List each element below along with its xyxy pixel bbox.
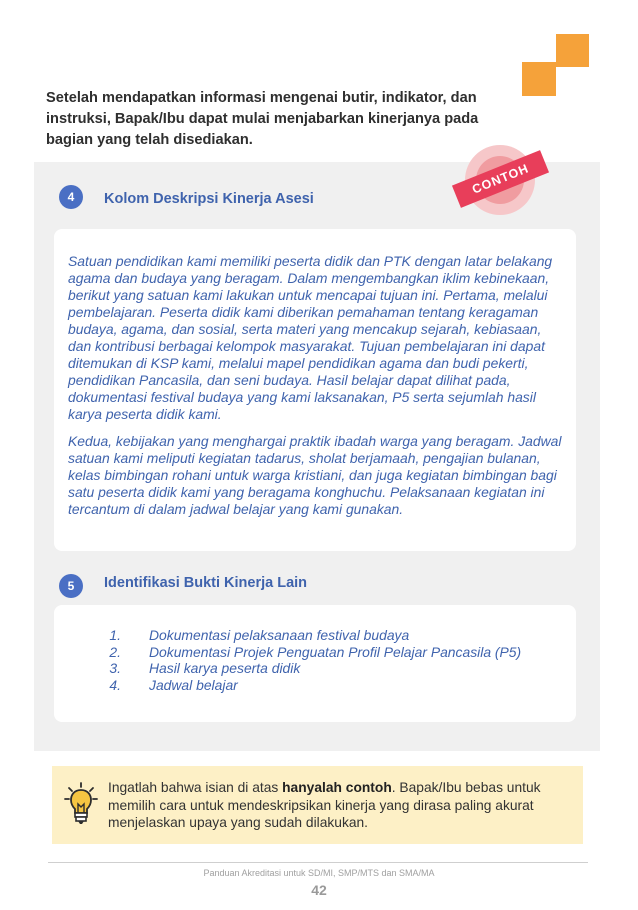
decorative-square-right xyxy=(556,34,589,67)
list-item-number: 2. xyxy=(109,643,121,660)
intro-paragraph: Setelah mendapatkan informasi mengenai butir, indikator, dan instruksi, Bapak/Ibu dapat mulai menjabarkan kinerjanya pada bagian yang telah disediakan. xyxy=(46,90,479,148)
other-evidence-card xyxy=(54,605,576,722)
reminder-text xyxy=(108,779,568,832)
performance-description-card xyxy=(54,229,576,551)
reminder-text-start: Ingatlah bahwa isian di atas xyxy=(108,780,283,795)
decorative-square-left xyxy=(522,62,556,96)
lightbulb-icon xyxy=(64,782,98,826)
list-item xyxy=(93,677,553,694)
list-item xyxy=(93,627,553,644)
list-item-number: 4. xyxy=(109,676,121,693)
reminder-note xyxy=(52,766,583,844)
list-item-number: 3. xyxy=(109,660,121,676)
list-item-text: Dokumentasi pelaksanaan festival budaya xyxy=(149,627,410,643)
section-title-other-evidence: Identifikasi Bukti Kinerja Lain xyxy=(104,575,308,591)
description-paragraph-1: Satuan pendidikan kami memiliki peserta didik dan PTK dengan latar belakang agama dan budaya yang beragam. Dalam mengembangkan iklim kebinekaan, berikut yang satuan kami lakukan untuk mencapai tujuan ini. Pertama, melalui pembelajaran. Peserta didik kami diberikan pemahaman tentang keragaman budaya, agama, dan sosial, serta materi yang mencakup sejarah, kebiasaan, dan kontribusi berbagai kelompok masyarakat. Tujuan pembelajaran ini dapat ditemukan di KSP kami, melalui mapel pendidikan agama dan budi pekerti, pendidikan Pancasila, dan seni budaya. Hasil belajar dapat dilihat pada, dokumentasi festival budaya yang kami laksanakan, P5 serta sejumlah hasil karya peserta didik kami. xyxy=(68,253,553,422)
list-item-text: Dokumentasi Projek Penguatan Profil Pelajar Pancasila (P5) xyxy=(149,643,522,660)
step-number-5: 5 xyxy=(59,574,83,598)
step-number-4: 4 xyxy=(59,185,83,209)
section-title-performance-description: Kolom Deskripsi Kinerja Asesi xyxy=(104,191,314,207)
evidence-list xyxy=(93,627,553,693)
stamp-label: CONTOH xyxy=(452,150,549,208)
footer-divider xyxy=(48,862,588,863)
list-item xyxy=(93,644,553,661)
reminder-text-end: . Bapak/Ibu bebas untuk memilih cara untuk mendeskripsikan kinerja yang dirasa paling akurat menjelaskan upaya yang sudah dilakukan. xyxy=(108,780,541,830)
page-number: 42 xyxy=(311,882,327,898)
footer-title: Panduan Akreditasi untuk SD/MI, SMP/MTS dan SMA/MA xyxy=(203,868,435,878)
reminder-emphasis: hanyalah contoh xyxy=(282,780,392,795)
list-item xyxy=(93,660,553,677)
list-item-number: 1. xyxy=(109,627,121,643)
description-paragraph-2: Kedua, kebijakan yang menghargai praktik ibadah warga yang beragam. Jadwal satuan kami meliputi kegiatan tadarus, sholat berjamaah, pengajian bulanan, kelas bimbingan rohani untuk warga kristiani, dan juga kegiatan bimbingan bagi satu peserta didik kami yang beragama konghuchu. Pelaksanaan kegiatan ini tercantum di dalam jadwal belajar yang kami gunakan. xyxy=(68,433,562,517)
list-item-text: Hasil karya peserta didik xyxy=(149,660,301,676)
list-item-text: Jadwal belajar xyxy=(149,676,238,693)
